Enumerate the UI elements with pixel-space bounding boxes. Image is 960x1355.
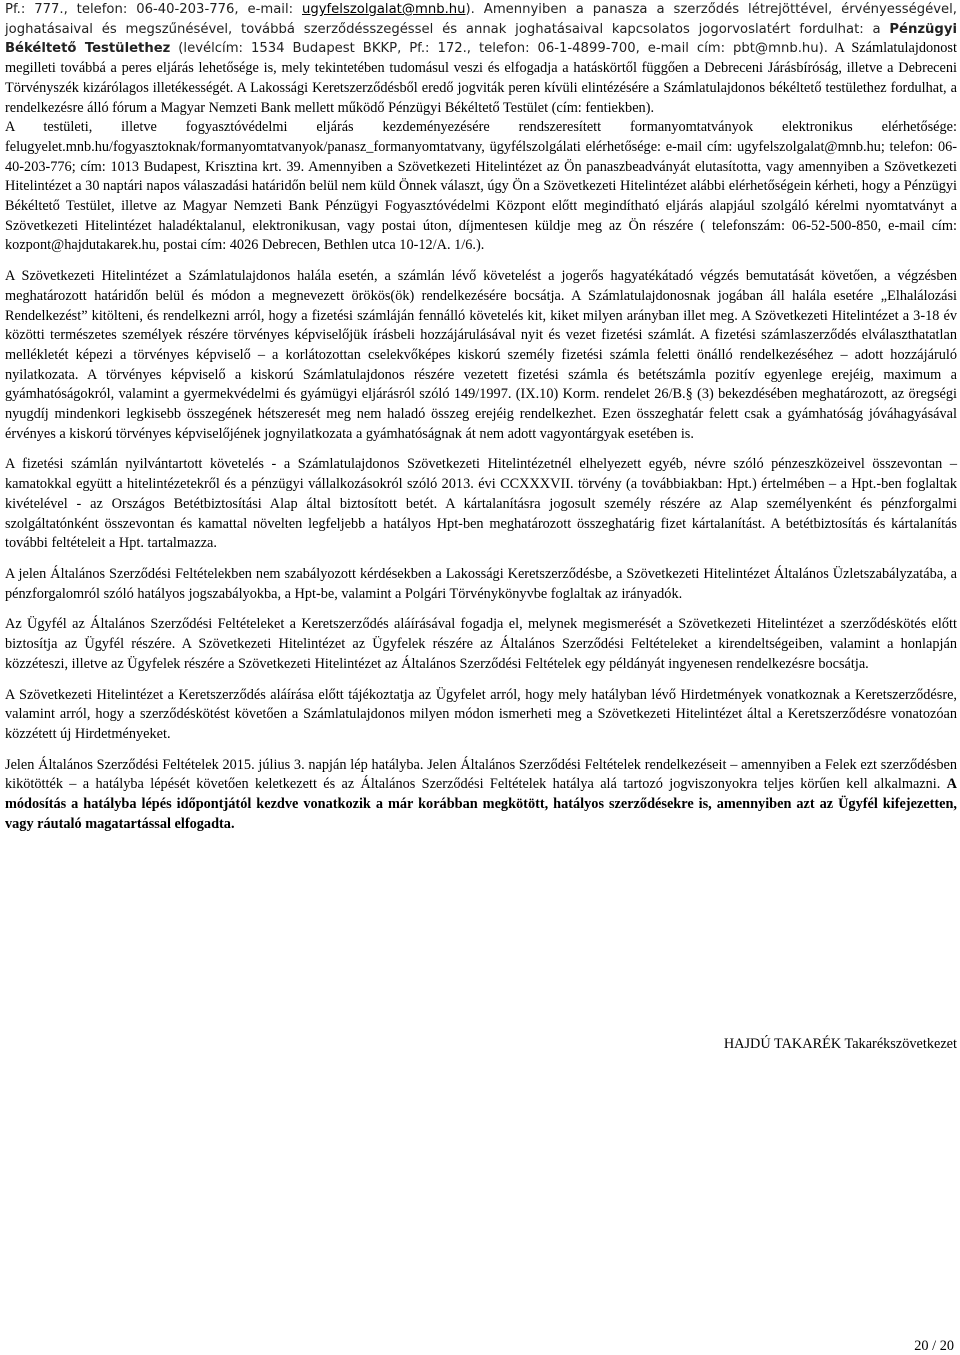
paragraph-death-of-holder: A Szövetkezeti Hitelintézet a Számlatulajdonos halála esetén, a számlán lévő követelést a jogerős hagyatékátadó végzés bemutatását követően, a végzésben meghatározott határidőn belül és módon a megnevezett örökös(ök) rendelkezésére bocsátja. A Számlatulajdonosnak jogában áll halála esetére „Elhalálozási Rendelkezést” kitölteni, és rendelkezni arról, hogy a fizetési számláján fennálló követelés kit, kiket milyen arányban illet meg. A Szövetkezeti Hitelintézet a 3-18 év közötti természetes személyek részére törvényes képviselőjük írásbeli hozzájárulásával nyit és vezet fizetési számlát. A fizetési számlaszerződés elválaszthatatlan mellékletét képezi a törvényes képviselő – a korlátozottan cselekvőképes kiskorú személy fizetési számla feletti önálló rendelkezéséhez – adott hozzájáruló nyilatkozata. A törvényes képviselő a kiskorú Számlatulajdonos részére vezetett fizetési számla és betétszámla pozitív egyenlege erejéig, maximum a gyámhatóságokról, valamint a gyermekvédelmi és gyámügyi eljárásról szóló 149/1997. (IX.10) Korm. rendelet 26/B.§ (3) bekezdésében meghatározott, az öregségi nyugdíj mindenkori legkisebb összegének hétszeresét meg nem haladó összeg erejéig rendelkezhet. Ezen összeghatár felett csak a gyámhatóság jóváhagyásával érvényes a kiskorú törvényes képviselőjének jognyilatkozata a gyámhatóságnak át nem adott vagyontárgyak esetében is. [5, 268, 957, 442]
bold-text: A módosítás a hatályba lépés időpontjától kezdve vonatkozik a már korábban megkötött, hatályos szerződésekre is, amennyiben azt az Ügyfél kifejezetten, vagy ráutaló magatartással elfogadta. [5, 776, 957, 832]
paragraph-governing-rules: A jelen Általános Szerződési Feltételekben nem szabályozott kérdésekben a Lakossági Keretszerződésbe, a Szövetkezeti Hitelintézet Általános Üzletszabályzatába, a pénzforgalomról szóló hatályos jogszabályokba, a Hpt-be, valamint a Polgári Törvénykönyvbe foglaltak az irányadók. [5, 565, 957, 602]
page-number: 20 / 20 [914, 1338, 954, 1354]
email-link[interactable]: ugyfelszolgalat@mnb.hu [302, 2, 466, 17]
paragraph-effective-date [5, 756, 957, 835]
document-page [5, 0, 957, 834]
text-segment: (levélcím: 1534 Budapest BKKP, Pf.: 172., telefon: 06-1-4899-700, e-mail cím: pbt@mnb.hu). [170, 41, 828, 57]
paragraph-announcements: A Szövetkezeti Hitelintézet a Keretszerződés aláírása előtt tájékoztatja az Ügyfelet arról, hogy mely hatályban lévő Hirdetmények vonatkoznak a Keretszerződésre, valamint arról, hogy a szerződéskötést követően a Számlatulajdonos milyen módon ismerheti meg a Szövetkezeti Hitelintézet által a Keretszerződésre vonatozóan közzétett új Hirdetményeket. [5, 686, 957, 742]
paragraph-acceptance: Az Ügyfél az Általános Szerződési Feltételeket a Keretszerződés aláírásával fogadja el, melynek megismerését a Szövetkezeti Hitelintézet a szerződéskötés előtt biztosítja az Ügyfél részére. A Szövetkezeti Hitelintézet az Ügyfelek részére az Általános Szerződési Feltételeket a kirendeltségeiben, valamint a honlapján közzéteszi, illetve az Ügyfelek részére a Szövetkezeti Hitelintézet az Általános Szerződési Feltételek egy példányát ingyenesen rendelkezésre bocsátja. [5, 616, 957, 672]
paragraph-deposit-insurance: A fizetési számlán nyilvántartott követelés - a Számlatulajdonos Szövetkezeti Hitelintézetnél elhelyezett egyéb, névre szóló pénzeszközeivel összevontan – kamatokkal együtt a hitelintézetekről és a pénzügyi vállalkozásokról szóló 2013. évi CCXXXVII. törvény (a továbbiakban: Hpt.) értelmében – a Hpt.-ben foglaltak kivételével - az Országos Betétbiztosítási Alap által biztosított betét. A kártalanításra jogosult személy részére az Alap személyenként és pénzforgalmi szolgáltatónként összevontan és kamattal növelten legfeljebb a hatályos Hpt-ben meghatározott összeghatárig fizet kártalanítást. A betétbiztosítás és kártalanítás további feltételeit a Hpt. tartalmazza. [5, 456, 957, 552]
text-segment: ). Amennyiben a panasza a szerződés létrejöttével, érvényességével, joghatásaival és megszűnésével, továbbá szerződésszegéssel és annak joghatásaival kapcsolatos jogorvoslatért fordulhat: a [5, 2, 957, 37]
text-segment: Jelen Általános Szerződési Feltételek 2015. július 3. napján lép hatályba. Jelen Általános Szerződési Feltételek rendelkezéseit – amennyiben a Felek ezt szerződésben kikötötték – a hatályba lépését követően keletkezett és az Általános Szerződési Feltételek hatálya alá tartozó jogviszonyokra teljes körűen kell alkalmazni. [5, 756, 957, 793]
text-segment: Pf.: 777., telefon: 06-40-203-776, e-mail: [5, 2, 302, 17]
text-segment: A Számlatulajdonost megilleti továbbá a peres eljárás lehetősége is, mely tekintetében tudomásul veszi és elfogadja a hatáskörtől függően a Debreceni Járásbíróság, illetve a Debreceni Törvényszék kizárólagos illetékességét. A Lakossági Keretszerződésből eredő jogviták peren kívüli elintézésére a Számlatulajdonos békéltető testülethez fordulhat, a rendelkezésre álló fórum a Magyar Nemzeti Bank mellett működő Pénzügyi Békéltető Testület (cím: fentiekben). [5, 40, 957, 116]
signature-line: HAJDÚ TAKARÉK Takarékszövetkezet [723, 1036, 957, 1052]
paragraph-forms: A testületi, illetve fogyasztóvédelmi eljárás kezdeményezésére rendszeresített formanyomtatványok elektronikus elérhetősége: felugyelet.mnb.hu/fogyasztoknak/formanyomtatvanyok/panasz_formanyomtatvany, ügyfélszolgálati elérhetősége: e-mail cím: ugyfelszolgalat@mnb.hu; telefon: 06-40-203-776; cím: 1013 Budapest, Krisztina krt. 39. Amennyiben a Szövetkezeti Hitelintézet az Ön panaszbeadványát elutasította, vagy amennyiben a Szövetkezeti Hitelintézet a 30 naptári napos válaszadási határidőn belül nem küld Önnek választ, úgy Ön a Szövetkezeti Hitelintézet alábbi elérhetőségein kérheti, hogy a Pénzügyi Békéltető Testület, illetve az Magyar Nemzeti Bank Pénzügyi Fogyasztóvédelmi Központ előtt megindítható eljárás alapjául szolgáló kérelmi nyomtatványt a Szövetkezeti Hitelintézet haladéktalanul, elektronikusan, vagy postai úton, díjmentesen küldje meg az Ön részére ( telefonszám: 06-52-500-850, e-mail cím: kozpont@hajdutakarek.hu, postai cím: 4026 Debrecen, Bethlen utca 10-12/A. 1/6.). [5, 119, 958, 254]
paragraph-complaint-forums [5, 0, 957, 118]
bold-text: Pénzügyi Békéltető Testülethez [5, 21, 957, 57]
